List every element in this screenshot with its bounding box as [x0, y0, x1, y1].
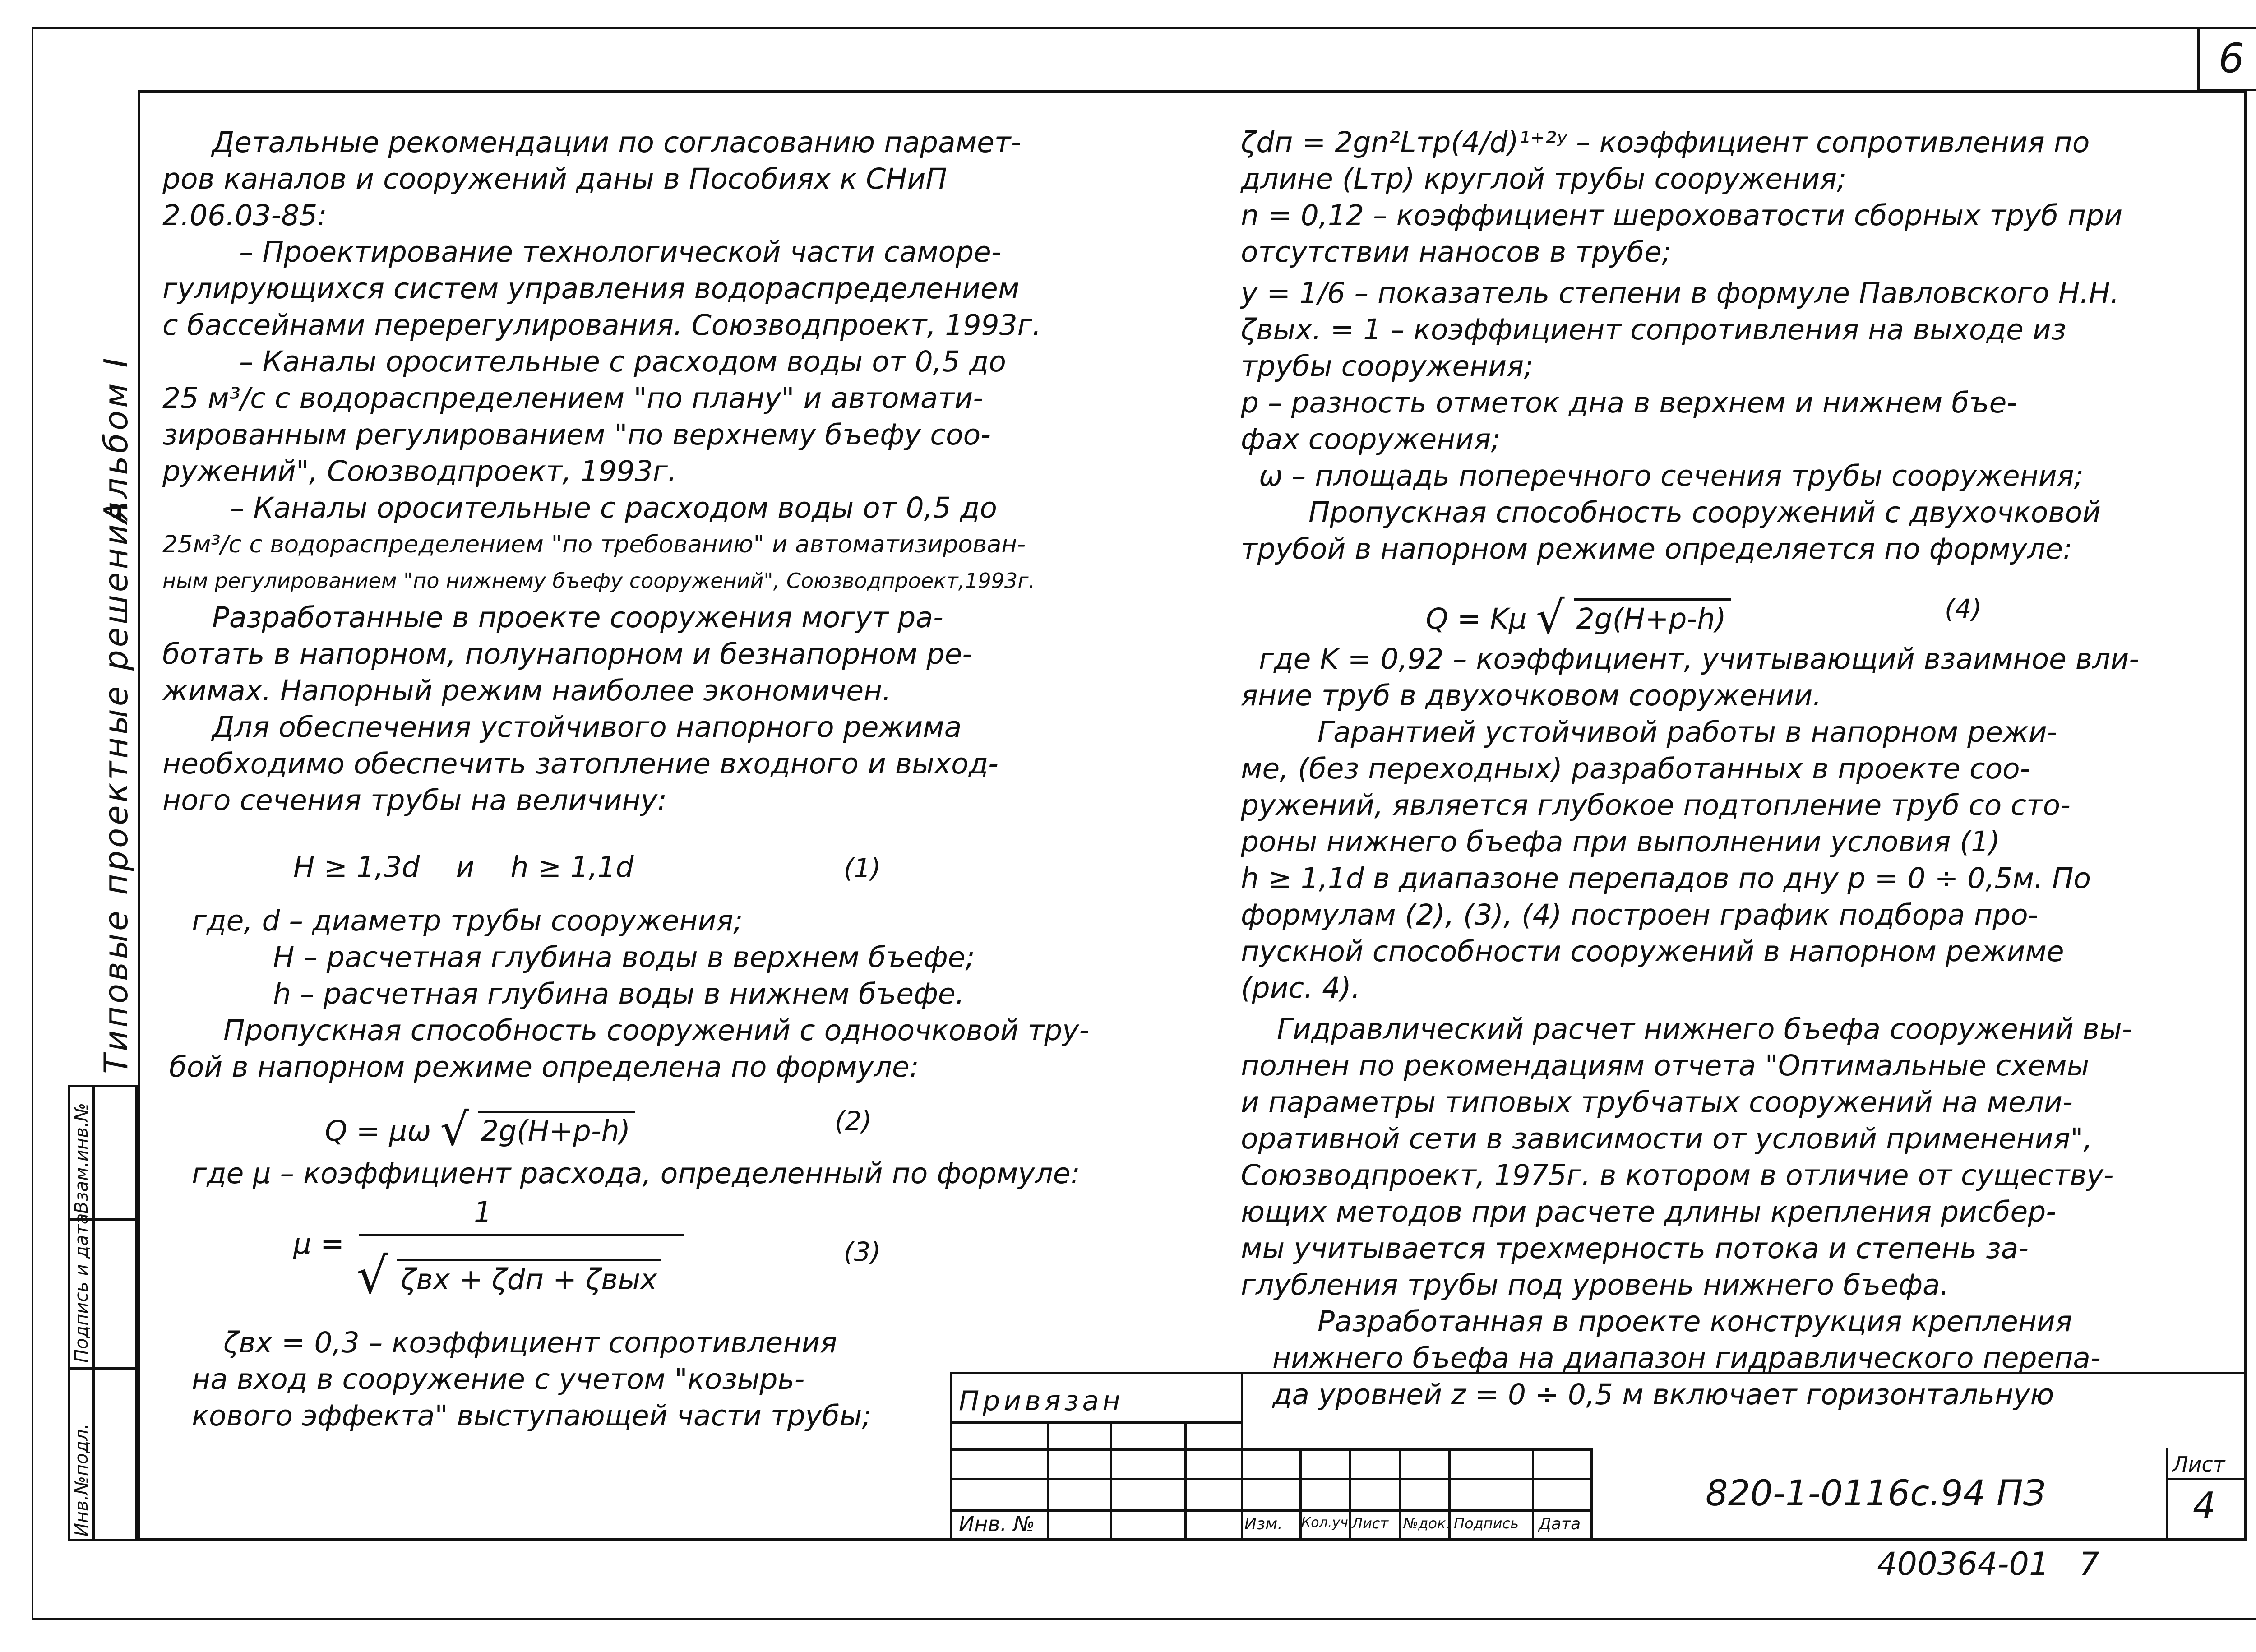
right-text-block: [1241, 124, 2122, 567]
tb-line: [2166, 1448, 2168, 1541]
text-line: кового эффекта" выступающей части трубы;: [192, 1399, 872, 1432]
text-line: да уровней z = 0 ÷ 0,5 м включает горизонтальную: [1272, 1378, 2054, 1411]
label-inv-podl: Инв.№подл.: [71, 1423, 92, 1536]
text-line: Союзводпроект, 1975г. в котором в отличие от существу-: [1241, 1159, 2114, 1192]
text-line: мы учитывается трехмерность потока и степень за-: [1241, 1232, 2029, 1265]
text-line: где K = 0,92 – коэффициент, учитывающий взаимное вли-: [1259, 643, 2140, 676]
text-line: где, d – диаметр трубы сооружения;: [192, 904, 743, 937]
text-line: (рис. 4).: [1241, 972, 1360, 1004]
text-line: пускной способности сооружений в напорном режиме: [1241, 935, 2064, 968]
text-line: 25м³/с с водораспределением "по требованию" и автоматизирован-: [162, 531, 1026, 558]
left-text-block: [162, 124, 1041, 819]
approval-stamp-row-line: [68, 1367, 138, 1370]
text-line: яние труб в двухочковом сооружении.: [1241, 679, 1822, 712]
text-line: роны нижнего бъефа при выполнении условия (1): [1241, 825, 2000, 858]
sqrt-sign: √: [440, 1103, 469, 1156]
tb-line: [950, 1509, 1590, 1512]
formula-4-number: (4): [1945, 593, 1982, 624]
text-line: с бассейнами перерегулирования. Союзводпроект, 1993г.: [162, 309, 1041, 342]
formula-1-number: (1): [844, 853, 881, 884]
text-line: и параметры типовых трубчатых сооружений на мели-: [1241, 1086, 2073, 1119]
text-line: трубы сооружения;: [1241, 350, 1534, 383]
tb-privyazan: Привязан: [959, 1385, 1124, 1417]
text-line: ющих методов при расчете длины крепления рисбер-: [1241, 1195, 2056, 1228]
text-line: – Каналы оросительные с расходом воды от 0,5 до: [239, 345, 1006, 378]
tb-col-izm: Изм.: [1244, 1515, 1283, 1533]
text-line: – Проектирование технологической части саморе-: [239, 236, 1002, 268]
text-line: необходимо обеспечить затопление входного и выход-: [162, 747, 999, 780]
formula-3-lhs: μ =: [293, 1227, 344, 1260]
tb-line: [950, 1448, 1590, 1451]
text-line: Разработанные в проекте сооружения могут ра-: [212, 601, 943, 634]
tb-sheet-number: 4: [2193, 1485, 2216, 1527]
text-line: y = 1/6 – показатель степени в формуле Павловского Н.Н.: [1241, 277, 2119, 310]
text-line: h ≥ 1,1d в диапазоне перепадов по дну p = 0 ÷ 0,5м. По: [1241, 862, 2091, 895]
left-text-block-2: [169, 902, 1090, 1085]
tb-line: [1532, 1448, 1534, 1541]
tb-col-data: Дата: [1539, 1515, 1581, 1533]
text-line: бой в напорном режиме определена по формуле:: [169, 1050, 919, 1083]
tb-line: [1241, 1372, 1243, 1541]
formula-3-radicand: ζвх + ζdп + ζвых: [397, 1259, 661, 1296]
mu-intro: где μ – коэффициент расхода, определенный по формуле:: [192, 1157, 1080, 1190]
side-strip-title: Типовые проектные решения: [97, 499, 135, 1074]
text-line: n = 0,12 – коэффициент шероховатости сборных труб при: [1241, 199, 2123, 232]
text-line: ζвх = 0,3 – коэффициент сопротивления: [223, 1326, 837, 1359]
tb-line: [1349, 1448, 1351, 1541]
text-line: нижнего бъефа на диапазон гидравлического перепа-: [1272, 1342, 2101, 1374]
text-line: на вход в сооружение с учетом "козырь-: [192, 1363, 805, 1396]
text-line: Гидравлический расчет нижнего бъефа сооружений вы-: [1277, 1013, 2132, 1046]
text-line: отсутствии наносов в трубе;: [1241, 236, 1672, 268]
tb-sheet-label: Лист: [2173, 1452, 2225, 1476]
text-line: ружений", Союзводпроект, 1993г.: [162, 455, 677, 488]
label-signature-date: Подпись и дата: [71, 1213, 92, 1363]
tb-line: [1590, 1448, 1593, 1541]
tb-line: [950, 1478, 1590, 1480]
text-line: H – расчетная глубина воды в верхнем бъефе;: [273, 941, 975, 974]
text-line: ζdп = 2gn²Lтр(4/d)¹⁺²ʸ – коэффициент сопротивления по: [1241, 126, 2090, 159]
tb-line: [950, 1421, 1241, 1424]
tb-col-ndok: №док.: [1403, 1515, 1451, 1532]
text-line: оративной сети в зависимости от условий применения",: [1241, 1122, 2093, 1155]
text-line: ров каналов и сооружений даны в Пособиях к СНиП: [162, 162, 947, 195]
sheet-corner-number: 6: [2197, 28, 2256, 91]
text-line: – Каналы оросительные с расходом воды от 0,5 до: [230, 491, 997, 524]
approval-stamp-divider: [92, 1085, 95, 1541]
formula-4-lhs: Q = Kμ: [1426, 602, 1527, 635]
formula-2-number: (2): [835, 1106, 872, 1136]
text-line: Детальные рекомендации по согласованию парамет-: [212, 126, 1022, 159]
formula-3-number: (3): [844, 1236, 881, 1267]
text-line: Для обеспечения устойчивого напорного режима: [212, 711, 962, 744]
text-line: формулам (2), (3), (4) построен график подбора про-: [1241, 898, 2039, 931]
text-line: гулирующихся систем управления водораспределением: [162, 272, 1020, 305]
tb-col-podpis: Подпись: [1454, 1515, 1519, 1532]
archive-stamp: 400364-01 7: [1877, 1546, 2099, 1583]
text-line: зированным регулированием "по верхнему бъефу соо-: [162, 418, 991, 451]
fraction-bar: [359, 1234, 684, 1236]
formula-4-radicand: 2g(H+p-h): [1574, 598, 1731, 635]
title-block: [950, 1372, 2247, 1541]
text-line: ружений, является глубокое подтопление труб со сто-: [1241, 789, 2071, 822]
text-line: длине (Lтр) круглой трубы сооружения;: [1241, 162, 1847, 195]
sqrt-sign: √: [1535, 591, 1565, 644]
formula-3-denominator: [356, 1243, 661, 1305]
tb-line: [1110, 1421, 1112, 1541]
tb-col-list: Лист: [1352, 1515, 1389, 1532]
tb-line: [1047, 1421, 1049, 1541]
text-line: глубления трубы под уровень нижнего бъефа.: [1241, 1268, 1949, 1301]
tb-col-kol: Кол.уч: [1301, 1515, 1348, 1531]
text-line: ным регулированием "по нижнему бъефу сооружений", Союзводпроект,1993г.: [162, 569, 1036, 593]
formula-2-radicand: 2g(H+p-h): [478, 1111, 635, 1148]
formula-4: [1426, 587, 1731, 644]
sqrt-sign: √: [356, 1247, 388, 1305]
label-vzam-inv: Взам.инв.№: [71, 1102, 92, 1214]
text-line: Разработанная в проекте конструкция крепления: [1318, 1305, 2072, 1338]
text-line: Гарантией устойчивой работы в напорном режи-: [1318, 716, 2057, 749]
formula-2: [325, 1099, 635, 1156]
text-line: фах сооружения;: [1241, 423, 1501, 456]
tb-line: [1399, 1448, 1401, 1541]
tb-line: [2166, 1478, 2247, 1480]
text-line: p – разность отметок дна в верхнем и нижнем бъе-: [1241, 386, 2017, 419]
text-line: ω – площадь поперечного сечения трубы сооружения;: [1259, 459, 2084, 492]
text-line: полнен по рекомендациям отчета "Оптимальные схемы: [1241, 1049, 2090, 1082]
text-line: жимах. Напорный режим наиболее экономичен.: [162, 674, 892, 707]
text-line: ме, (без переходных) разработанных в проекте соо-: [1241, 752, 2030, 785]
text-line: Пропускная способность сооружений с одноочковой тру-: [223, 1014, 1090, 1047]
tb-line: [1184, 1421, 1187, 1541]
text-line: ботать в напорном, полунапорном и безнапорном ре-: [162, 638, 973, 671]
formula-2-lhs: Q = μω: [325, 1115, 431, 1148]
text-line: ного сечения трубы на величину:: [162, 784, 667, 817]
tb-inv-no: Инв. №: [959, 1512, 1035, 1536]
side-strip-album: Альбом I: [97, 355, 135, 523]
text-line: ζвых. = 1 – коэффициент сопротивления на выходе из: [1241, 313, 2066, 346]
text-line: Пропускная способность сооружений с двухочковой: [1308, 496, 2101, 529]
right-text-block-2: [1241, 641, 2139, 1413]
text-line: трубой в напорном режиме определяется по формуле:: [1241, 532, 2073, 565]
text-line: 2.06.03-85:: [162, 199, 327, 232]
left-text-block-3: [192, 1324, 872, 1434]
tb-doc-code: 820-1-0116с.94 ПЗ: [1706, 1473, 2046, 1514]
text-line: h – расчетная глубина воды в нижнем бъефе.: [273, 977, 965, 1010]
text-line: 25 м³/с с водораспределением "по плану" и автомати-: [162, 382, 984, 415]
formula-1: H ≥ 1,3d и h ≥ 1,1d: [293, 851, 634, 884]
formula-3-numerator: 1: [474, 1196, 492, 1229]
